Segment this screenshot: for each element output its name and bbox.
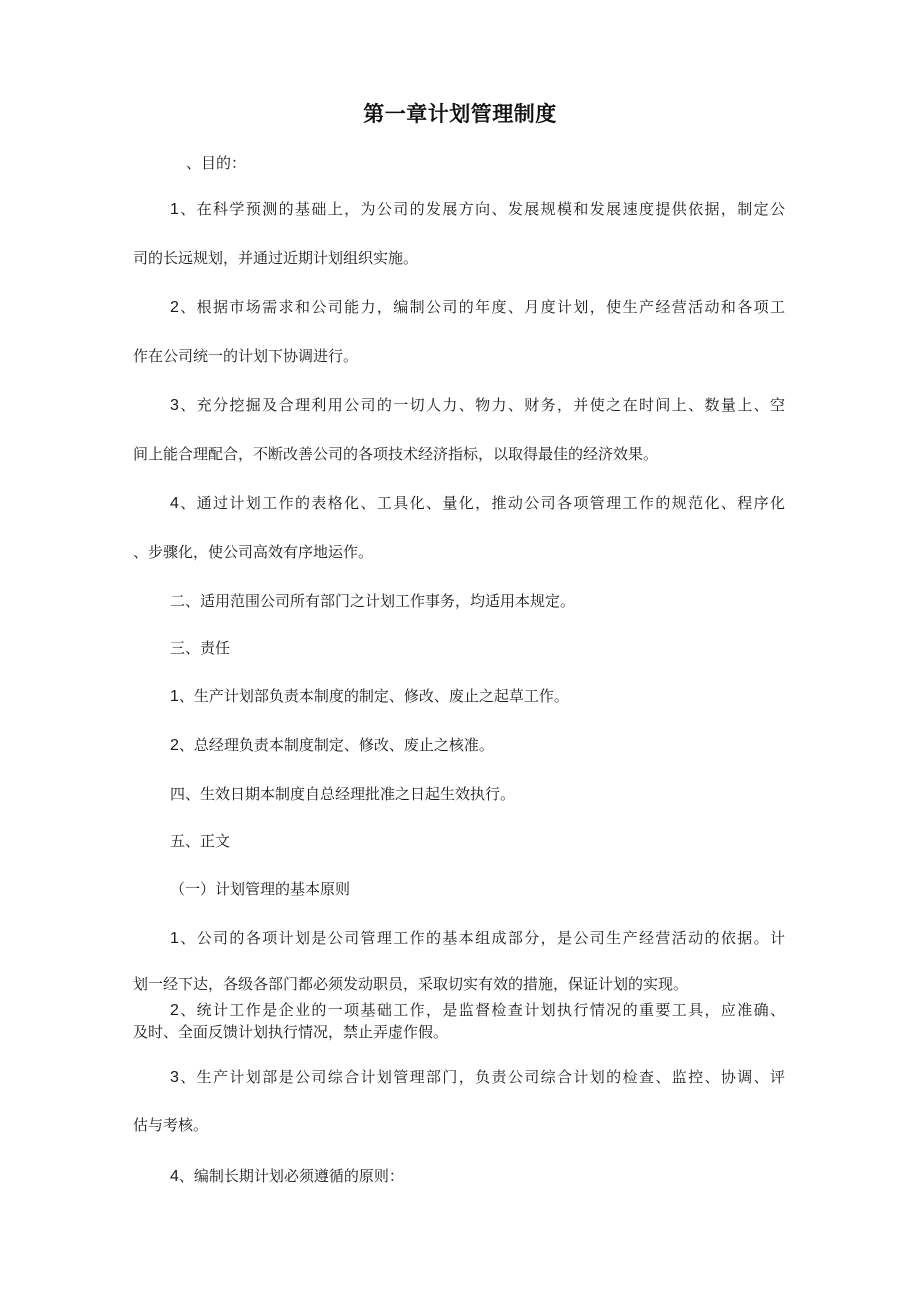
body-item-2-line2: 及时、全面反馈计划执行情况，禁止弄虚作假。 — [133, 1023, 449, 1041]
purpose-item-2-line2: 作在公司统一的计划下协调进行。 — [133, 347, 359, 365]
section-scope: 二、适用范围公司所有部门之计划工作事务，均适用本规定。 — [170, 592, 576, 610]
purpose-item-3-line1: 3、充分挖掘及合理利用公司的一切人力、物力、财务，并使之在时间上、数量上、空 — [170, 396, 785, 414]
purpose-item-4-line2: 、步骤化，使公司高效有序地运作。 — [133, 543, 374, 561]
purpose-item-1-line2: 司的长远规划，并通过近期计划组织实施。 — [133, 249, 419, 267]
section-body-heading: 五、正文 — [170, 832, 231, 850]
document-title: 第一章计划管理制度 — [363, 102, 557, 126]
section-responsibility-heading: 三、责任 — [170, 639, 231, 657]
purpose-item-4-line1: 4、通过计划工作的表格化、工具化、量化，推动公司各项管理工作的规范化、程序化 — [170, 494, 785, 512]
section-effective-date: 四、生效日期本制度自总经理批准之日起生效执行。 — [170, 785, 516, 803]
purpose-item-2-line1: 2、根据市场需求和公司能力，编制公司的年度、月度计划，使生产经营活动和各项工 — [170, 298, 785, 316]
responsibility-item-2: 2、总经理负责本制度制定、修改、废止之核准。 — [170, 736, 494, 754]
body-item-4: 4、编制长期计划必须遵循的原则： — [170, 1167, 404, 1185]
purpose-item-3-line2: 间上能合理配合，不断改善公司的各项技术经济指标，以取得最佳的经济效果。 — [133, 445, 659, 463]
body-item-2-line1: 2、统计工作是企业的一项基础工作，是监督检查计划执行情况的重要工具，应准确、 — [170, 1001, 785, 1019]
body-item-3-line1: 3、生产计划部是公司综合计划管理部门，负责公司综合计划的检查、监控、协调、评 — [170, 1068, 785, 1086]
purpose-item-1-line1: 1、在科学预测的基础上，为公司的发展方向、发展规模和发展速度提供依据，制定公 — [170, 200, 785, 218]
section-purpose-heading: 、目的： — [186, 154, 247, 172]
body-item-1-line1: 1、公司的各项计划是公司管理工作的基本组成部分，是公司生产经营活动的依据。计 — [170, 929, 785, 947]
body-item-3-line2: 估与考核。 — [133, 1116, 209, 1134]
body-item-1-line2: 划一经下达，各级各部门都必须发动职员，采取切实有效的措施，保证计划的实现。 — [133, 975, 689, 993]
responsibility-item-1: 1、生产计划部负责本制度的制定、修改、废止之起草工作。 — [170, 687, 569, 705]
section-body-subheading: （一）计划管理的基本原则 — [170, 880, 351, 898]
